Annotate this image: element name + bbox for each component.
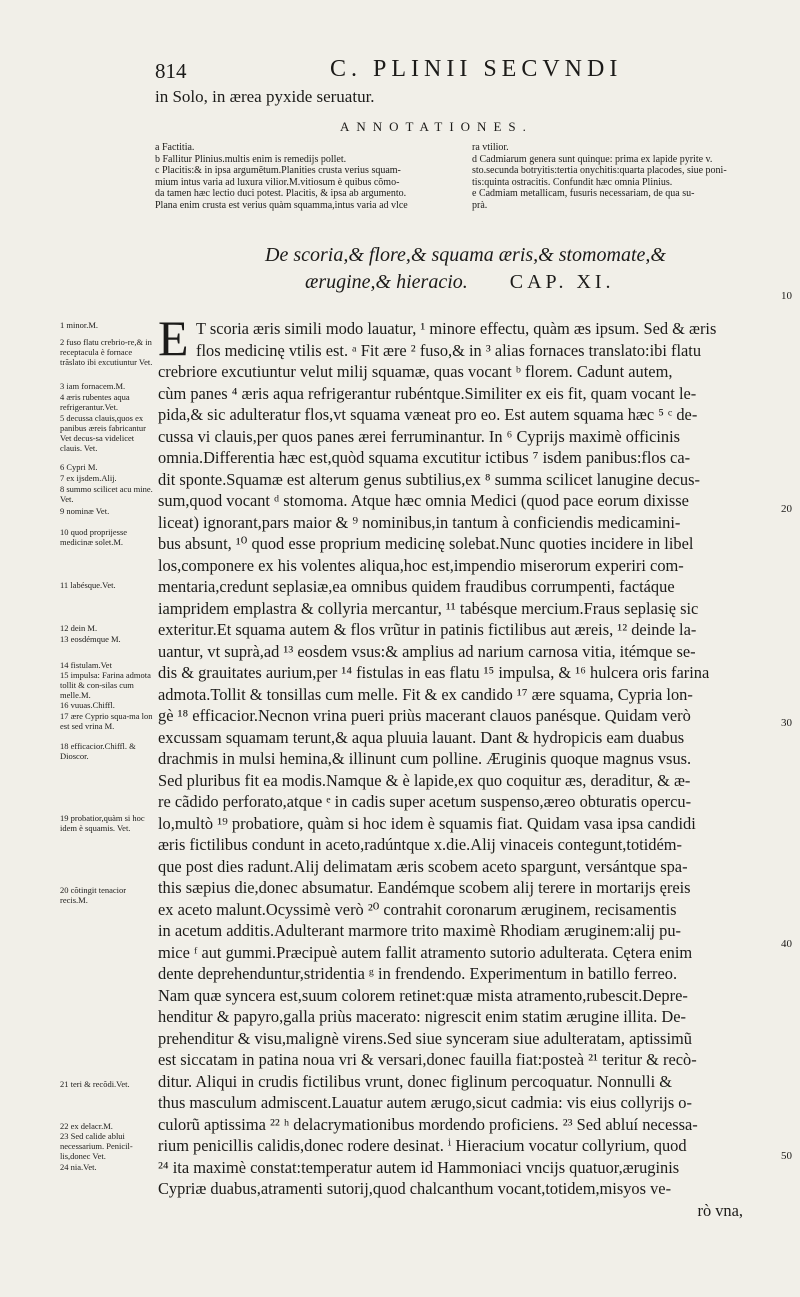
annotations-heading: ANNOTATIONES.	[340, 119, 533, 134]
text-line: omnia.Differentia hæc est,quòd squama excutitur ictibus ⁷ isdem panibus:flos ca-	[158, 448, 691, 467]
annotation-line: d Cadmiarum genera sunt quinque: prima ex lapide pyrite v.	[472, 153, 713, 165]
chapter-title-line-2	[265, 269, 735, 296]
text-line: ex aceto malunt.Ocyssimè verò ²⁰ contrahit coronarum æruginem, recisamentis	[158, 899, 677, 919]
text-line: drachmis in mulsi hemina,& illinunt cum polline. Æruginis quoque magnus vsus.	[158, 749, 692, 768]
annotation-line: prà.	[472, 199, 488, 211]
chapter-title-line-2-text: ærugine,& hieracio.	[305, 271, 468, 293]
text-line: dis & grauitates aurium,per ¹⁴ fistulas in eas flatu ¹⁵ impulsa, & ¹⁶ hulcera oris farina	[158, 663, 710, 682]
margin-note: 7 ex ijsdem.Alij.	[60, 473, 117, 483]
text-line: mentaria,credunt seplasiæ,ea omnibus quidem fraudibus corrumpenti, factáque	[158, 577, 675, 596]
margin-note: 22 ex delacr.M.	[60, 1121, 113, 1131]
text-line: bus absunt, ¹⁰ quod esse proprium medicinę solebat.Nunc quoties incidere in libel	[158, 534, 694, 553]
text-line: liceat) ignorant,pars maior & ⁹ nominibus,in tantum à conficiendis medicamini-	[158, 512, 681, 532]
text-line: mice ᶠ aut gummi.Præcipuè autem fallit atramento sutorio adulterata. Cętera enim	[158, 942, 693, 962]
annotation-line: Plana enim crusta est verius quàm squamma,intus varia ad vlce	[155, 199, 408, 211]
annotation-line: da tamen hæc lectio duci potest. Placitis, & ipsa ab argumento.	[155, 188, 407, 199]
text-line: cussa vi clauis,per quos panes ærei ferruminantur. In ⁶ Cyprijs maximè officinis	[158, 426, 681, 446]
margin-note: 13 eosdémque M.	[60, 634, 121, 644]
text-line: cùm panes ⁴ æris aqua refrigerantur rubéntque.Similiter ex eis fit, quam vocant le-	[158, 383, 697, 403]
text-line: los,componere ex his volentes aliqua,hoc est,impendio miserorum experiri com-	[158, 555, 684, 575]
margin-note: 24 nia.Vet.	[60, 1162, 97, 1172]
text-line: æris fictilibus condunt in aceto,radúntque x.die.Alij vinaceis contegunt,totidém-	[158, 835, 682, 854]
line-number: 50	[781, 1150, 792, 1162]
line-number: 30	[781, 717, 792, 729]
margin-note: 14 fistulam.Vet	[60, 660, 112, 670]
line-number: 10	[781, 290, 792, 302]
text-line: excussam squamam terunt,& aqua pluuia lauant. Dant & hydropicis eam duabus	[158, 727, 685, 747]
annotation-line: c Placitis:& in ipsa argumẽtum.Planities crusta verius squam-	[155, 165, 401, 176]
continuation-line: in Solo, in ærea pyxide seruatur.	[155, 87, 375, 106]
chapter-title-line-1: De scoria,& flore,& squama æris,& stomomate,&	[265, 244, 666, 266]
chapter-heading	[265, 242, 735, 296]
margin-note: 18 efficacior.Chiffl. & Dioscor.	[60, 741, 136, 761]
margin-note: 16 vuuas.Chiffl.	[60, 700, 115, 710]
text-line: Nam quæ syncera est,suum colorem retinet:quæ mista atramento,rubescit.Depre-	[158, 985, 688, 1005]
text-line: iampridem emplastra & collyria mercantur, ¹¹ tabésque mercium.Fraus seplasię sic	[158, 598, 699, 618]
margin-note: 9 nominæ Vet.	[60, 506, 110, 516]
margin-note: 4 æris rubentes aqua refrigerantur.Vet.	[60, 392, 130, 412]
page-number: 814	[155, 59, 187, 83]
text-line: rium penicillis calidis,donec rodere desinat. ⁱ Hieracium vocatur collyrium, quod	[158, 1136, 687, 1155]
text-line: crebriore excutiuntur velut milij squamæ, quas vocant ᵇ florem. Cadunt autem,	[158, 362, 673, 381]
text-line: re cãdido perforato,atque ᵉ in cadis super acetum suspenso,æreo obturatis opercu-	[158, 792, 692, 811]
margin-note: 20 cõtingit tenacior recis.M.	[60, 885, 127, 905]
margin-note: 5 decussa clauis,quos ex panibus æreis fabricantur Vet decus-sa videlicet clauis. Vet.	[60, 413, 146, 453]
line-number: 20	[781, 503, 792, 515]
text-line: lo,multò ¹⁹ probatiore, quàm si hoc idem è squamis fiat. Quidam vasa ipsa candidi	[158, 813, 696, 833]
annotation-line: tis:quinta ostracitis. Confundit hæc omnia Plinius.	[472, 176, 673, 188]
annotations-left-column	[155, 142, 465, 211]
text-line: henditur & papyro,galla priùs macerato: nigrescit enim statim ærugine illita. De-	[158, 1007, 686, 1026]
annotations-right-column	[472, 142, 772, 211]
line-number: 40	[781, 938, 792, 950]
text-line: est siccatam in patina noua vri & versari,donec fauilla fiat:posteà ²¹ teritur & recò-	[158, 1050, 697, 1069]
margin-note: 11 labésque.Vet.	[60, 580, 116, 590]
margin-note: 2 fuso flatu crebrio-re,& in receptacula è fornace trãslato ibi excutiuntur Vet.	[60, 337, 153, 367]
margin-note: 3 iam fornacem.M.	[60, 381, 126, 391]
text-line: Sed pluribus fit ea modis.Namque & è lapide,ex quo coquitur æs, deraditur, & æ-	[158, 770, 691, 790]
text-line: Cypriæ duabus,atramenti sutorij,quod chalcanthum vocant,totidem,misyos ve-	[158, 1179, 672, 1198]
text-line: this sæpius die,donec absumatur. Eandémque scobem alij terere in mortarijs ęreis	[158, 878, 691, 897]
annotation-line: mium intus varia ad luxura vilior.M.vitiosum è quibus cõmo-	[155, 176, 400, 188]
text-line: dit sponte.Squamæ est alterum genus subtilius,ex ⁸ summa scilicet lanugine decus-	[158, 469, 700, 489]
margin-note: 23 Sed calide ablui necessarium. Penicil-lis,donec Vet.	[60, 1131, 133, 1161]
text-line: exteritur.Et squama autem & flos vrũtur in patinis fictilibus aut æreis, ¹² deinde la-	[158, 620, 697, 639]
main-text	[158, 310, 763, 1221]
margin-note: 6 Cypri M.	[60, 462, 98, 472]
text-line: in acetum additis.Adulterant marmore trito maximè Rhodiam æruginem:alij pu-	[158, 921, 682, 940]
text-line: gè ¹⁸ efficacior.Necnon vrina pueri priùs macerant clauos panésque. Quidam verò	[158, 706, 691, 725]
margin-note: 21 teri & recõdi.Vet.	[60, 1079, 130, 1089]
text-line: ²⁴ ita maximè constat:temperatur autem id Hammoniaci vncijs quatuor,æruginis	[158, 1157, 680, 1177]
text-line: prehenditur & visu,malignè virens.Sed siue synceram siue adulteratam, aptissimũ	[158, 1028, 692, 1048]
margin-note: 8 summo scilicet acu mine. Vet.	[60, 484, 153, 504]
text-line: uantur, vt suprà,ad ¹³ eosdem vsus:& amplius ad narium carnosa vitia, itémque se-	[158, 641, 696, 661]
margin-note: 17 ære Cyprio squa-ma lon est sed vrina M.	[60, 711, 153, 731]
text-line: flos medicinę vtilis est. ᵃ Fit ære ² fuso,& in ³ alias fornaces translato:ibi flatu	[196, 340, 702, 360]
text-line: dente deprehenduntur,stridentia ᵍ in frendendo. Experimentum in batillo ferreo.	[158, 964, 678, 983]
margin-note: 19 probatior,quàm si hoc idem è squamis. Vet.	[60, 813, 145, 833]
text-line: ditur. Aliqui in crudis fictilibus vrunt, donec figlinum percoquatur. Nonnulli &	[158, 1071, 672, 1091]
text-line: sum,quod vocant ᵈ stomoma. Atque hæc omnia Medici (quod pace eorum dixisse	[158, 491, 689, 510]
text-line: rò vna,	[697, 1200, 743, 1220]
text-line: culorũ aptissima ²² ʰ delacrymationibus mordendo proficiens. ²³ Sed abluí necessa-	[158, 1114, 698, 1134]
text-line: que post dies radunt.Alij delimatam æris scobem aceto spargunt, versántque spa-	[158, 856, 688, 876]
running-head: C. PLINII SECVNDI	[330, 56, 623, 82]
margin-note: 12 dein M.	[60, 623, 98, 633]
chapter-number: CAP. XI.	[509, 271, 615, 293]
annotation-line: b Fallitur Plinius.multis enim is remedijs pollet.	[155, 153, 347, 165]
annotation-line: sto.secunda botryitis:tertia onychitis:quarta placodes, siue poni-	[472, 165, 727, 176]
margin-note: 10 quod proprijesse medicinæ solet.M.	[60, 527, 128, 547]
text-line: thus masculum admiscent.Lauatur autem ærugo,sicut cadmia: vis eius collyrijs o-	[158, 1093, 692, 1112]
drop-cap: E	[158, 310, 189, 366]
margin-note: 15 impulsa: Farina admota tollit & con-silas cum melle.M.	[60, 670, 151, 700]
annotation-line: e Cadmiam metallicam, fusuris necessariam, de qua su-	[472, 188, 695, 199]
text-line: admota.Tollit & tonsillas cum melle. Fit & ex candido ¹⁷ ære squama, Cypria lon-	[158, 684, 693, 704]
annotation-line: a Factitia.	[155, 142, 195, 153]
text-line: T scoria æris simili modo lauatur, ¹ minore effectu, quàm æs ipsum. Sed & æris	[196, 319, 717, 338]
margin-note: 1 minor.M.	[60, 320, 99, 330]
text-line: pida,& sic adulteratur flos,vt squama væneat pro eo. Est autem squama hæc ⁵ ᶜ de-	[158, 405, 698, 424]
annotation-line: ra vtilior.	[472, 142, 509, 153]
